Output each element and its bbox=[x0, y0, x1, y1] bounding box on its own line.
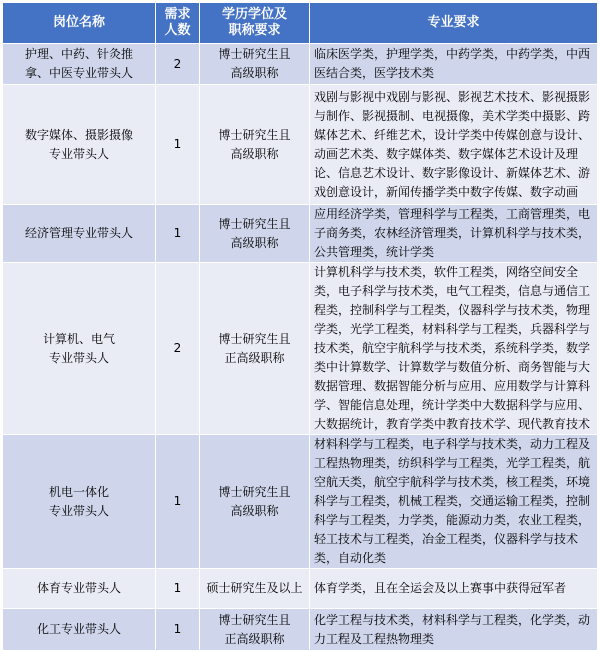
table-row bbox=[3, 609, 598, 651]
position-cell: 化工专业带头人 bbox=[3, 609, 156, 651]
count-cell: 1 bbox=[156, 569, 200, 609]
table-row bbox=[3, 205, 598, 263]
count-cell: 1 bbox=[156, 205, 200, 263]
degree-cell: 博士研究生且 正高级职称 bbox=[200, 263, 310, 435]
degree-cell: 博士研究生且 高级职称 bbox=[200, 205, 310, 263]
table-header-row bbox=[3, 3, 598, 44]
major-cell: 应用经济学类，管理科学与工程类，工商管理类，电子商务类，农林经济管理类，计算机科学与技术类，公共管理类，统计学类 bbox=[310, 205, 598, 263]
degree-cell: 博士研究生且 高级职称 bbox=[200, 435, 310, 569]
degree-cell: 硕士研究生及以上 bbox=[200, 569, 310, 609]
count-cell: 1 bbox=[156, 85, 200, 205]
table-row bbox=[3, 569, 598, 609]
major-cell: 体育学类，且在全运会及以上赛事中获得冠军者 bbox=[310, 569, 598, 609]
table-row bbox=[3, 44, 598, 85]
count-cell: 1 bbox=[156, 435, 200, 569]
position-cell: 计算机、电气 专业带头人 bbox=[3, 263, 156, 435]
position-cell: 护理、中药、针灸推 拿、中医专业带头人 bbox=[3, 44, 156, 85]
degree-cell: 博士研究生且 高级职称 bbox=[200, 85, 310, 205]
major-cell: 戏剧与影视中戏剧与影视、影视艺术技术、影视摄影与制作、影视摄制、电视摄像，美术学类中摄影、跨媒体艺术、纤维艺术，设计学类中传媒创意与设计、动画艺术类、数字媒体类、数字媒体艺术设计及理论、信息艺术设计、数字影像设计、新媒体艺术、游戏创意设计，新闻传播学类中数字传媒、数字动画 bbox=[310, 85, 598, 205]
position-cell: 数字媒体、摄影摄像 专业带头人 bbox=[3, 85, 156, 205]
position-cell: 经济管理专业带头人 bbox=[3, 205, 156, 263]
major-cell: 材料科学与工程类，电子科学与技术类，动力工程及工程热物理类，纺织科学与工程类，光学工程类，航空航天类，航空宇航科学与技术类，核工程类，环境科学与工程类，机械工程类，交通运输工程类，控制科学与工程类，力学类，能源动力类，农业工程类，轻工技术与工程类，冶金工程类，仪器科学与技术类，自动化类 bbox=[310, 435, 598, 569]
degree-cell: 博士研究生且 高级职称 bbox=[200, 44, 310, 85]
major-cell: 计算机科学与技术类，软件工程类，网络空间安全类，电子科学与技术类，电气工程类，信息与通信工程类，控制科学与工程类，仪器科学与技术类，物理学类，光学工程类，材料科学与工程类，兵器科学与技术类，航空宇航科学与技术类，系统科学类，数学类中计算数学、计算数学与数值分析、商务智能与大数据管理、数据智能分析与应用、应用数学与计算科学、智能信息处理，统计学类中大数据科学与应用、大数据统计，教育学类中教育技术学、现代教育技术 bbox=[310, 263, 598, 435]
count-cell: 1 bbox=[156, 609, 200, 651]
header-count: 需求 人数 bbox=[156, 3, 200, 44]
table-row bbox=[3, 435, 598, 569]
recruitment-requirements-table bbox=[2, 2, 598, 651]
count-cell: 2 bbox=[156, 263, 200, 435]
header-position: 岗位名称 bbox=[3, 3, 156, 44]
position-cell: 机电一体化 专业带头人 bbox=[3, 435, 156, 569]
table-row bbox=[3, 263, 598, 435]
header-degree: 学历学位及 职称要求 bbox=[200, 3, 310, 44]
major-cell: 临床医学类，护理学类，中药学类，中药学类，中西医结合类，医学技术类 bbox=[310, 44, 598, 85]
degree-cell: 博士研究生且 正高级职称 bbox=[200, 609, 310, 651]
table-row bbox=[3, 85, 598, 205]
header-major: 专业要求 bbox=[310, 3, 598, 44]
count-cell: 2 bbox=[156, 44, 200, 85]
major-cell: 化学工程与技术类，材料科学与工程类，化学类，动力工程及工程热物理类 bbox=[310, 609, 598, 651]
position-cell: 体育专业带头人 bbox=[3, 569, 156, 609]
